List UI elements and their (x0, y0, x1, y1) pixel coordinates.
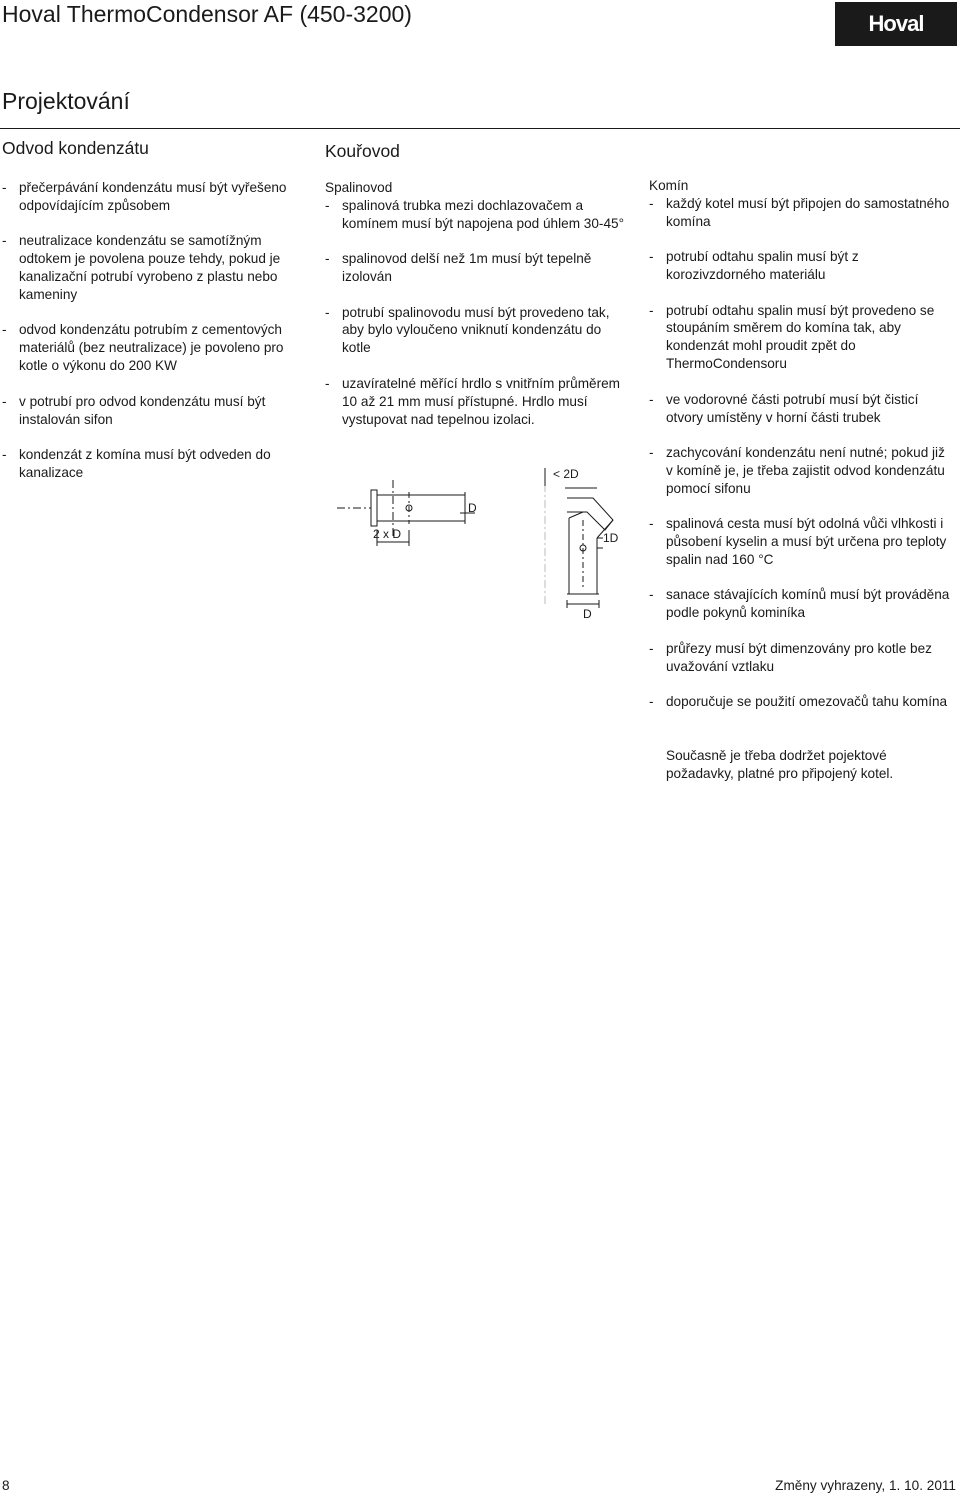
list-item-text: potrubí odtahu spalin musí být provedeno se stoupáním směrem do komína tak, aby kondenzát mohl proudit zpět do ThermoCondensoru (666, 302, 935, 372)
list-item: - neutralizace kondenzátu se samotížným odtokem je povolena pouze tehdy, pokud je kanalizační potrubí vyrobeno z plastu nebo kameniny (2, 233, 281, 303)
document-title: Hoval ThermoCondensor AF (450-3200) (2, 1, 412, 27)
list-item: - potrubí odtahu spalin musí být provedeno se stoupáním směrem do komína tak, aby kondenzát mohl proudit zpět do ThermoCondensoru (649, 302, 935, 372)
list-item: - spalinová trubka mezi dochlazovačem a komínem musí být napojena pod úhlem 30-45° (325, 197, 625, 231)
list-item-text: spalinová trubka mezi dochlazovačem a komínem musí být napojena pod úhlem 30-45° (342, 197, 625, 231)
list-item-text: v potrubí pro odvod kondenzátu musí být instalován sifon (19, 393, 266, 427)
page-number: 8 (2, 1478, 10, 1493)
label-lt-2d: < 2D (553, 467, 579, 481)
section-divider (0, 128, 960, 129)
label-d: D (468, 501, 477, 515)
list-item-text: odvod kondenzátu potrubím z cementových materiálů (bez neutralizace) je povoleno pro kotle o výkonu do 200 KW (19, 322, 284, 374)
list-item: - ve vodorovné části potrubí musí být čisticí otvory umístěny v horní části trubek (649, 391, 919, 425)
label-1d: 1D (603, 531, 619, 545)
list-item-text: spalinová cesta musí být odolná vůči vlhkosti i působení kyselin a musí být určena pro teploty spalin nad 160 °C (666, 516, 947, 567)
col3-heading: Komín (649, 178, 689, 193)
list-item-text: zachycování kondenzátu není nutné; pokud již v komíně je, je třeba zajistit odvod kondenzátu pomocí sifonu (666, 444, 945, 496)
column-condensate (2, 137, 308, 482)
hoval-logo: Hoval (835, 2, 957, 46)
list-item: - každý kotel musí být připojen do samostatného komína (649, 195, 950, 229)
list-item: - potrubí spalinovodu musí být provedeno tak, aby bylo vyloučeno vniknutí kondenzátu do kotle (325, 304, 610, 356)
list-item: - zachycování kondenzátu není nutné; pokud již v komíně je, je třeba zajistit odvod kondenzátu pomocí sifonu (649, 444, 945, 496)
label-d-bottom: D (583, 607, 592, 621)
wall-flange (371, 490, 377, 526)
elbow-joint (569, 512, 583, 518)
list-item: - uzavíratelné měřící hrdlo s vnitřním průměrem 10 až 21 mm musí přístupné. Hrdlo musí vystupovat nad tepelnou izolaci. (325, 375, 621, 427)
elbow-upper (567, 498, 613, 530)
list-item-text: spalinovod delší než 1m musí být tepelně izolován (342, 251, 592, 285)
list-item-text: doporučuje se použití omezovačů tahu komína (666, 694, 948, 710)
col2-subheading: Spalinovod (325, 180, 393, 195)
label-2xd: 2 x D (373, 527, 402, 541)
list-item: - sanace stávajících komínů musí být prováděna podle pokynů kominíka (649, 587, 950, 621)
flue-pipe-diagram (335, 458, 635, 628)
list-item-text: potrubí odtahu spalin musí být z korozivzdorného materiálu (666, 249, 859, 283)
col3-note: Současně je třeba dodržet pojektové požadavky, platné pro připojený kotel. (666, 747, 894, 781)
list-item: - potrubí odtahu spalin musí být z korozivzdorného materiálu (649, 249, 859, 283)
list-item-text: neutralizace kondenzátu se samotížným odtokem je povolena pouze tehdy, pokud je kanalizační potrubí vyrobeno z plastu nebo kameniny (19, 233, 281, 303)
list-item-text: kondenzát z komína musí být odveden do kanalizace (19, 446, 271, 480)
list-item: - spalinovod delší než 1m musí být tepelně izolován (325, 251, 592, 285)
list-item: - spalinová cesta musí být odolná vůči vlhkosti i působení kyselin a musí být určena pro teploty spalin nad 160 °C (649, 516, 947, 567)
list-item-text: každý kotel musí být připojen do samostatného komína (666, 195, 950, 229)
list-item-text: potrubí spalinovodu musí být provedeno tak, aby bylo vyloučeno vniknutí kondenzátu do kotle (342, 304, 610, 356)
column-flue (325, 140, 633, 428)
list-item: - v potrubí pro odvod kondenzátu musí být instalován sifon (2, 393, 266, 427)
list-item: - přečerpávání kondenzátu musí být vyřešeno odpovídajícím způsobem (2, 180, 287, 213)
list-item: - odvod kondenzátu potrubím z cementových materiálů (bez neutralizace) je povoleno pro kotle o výkonu do 200 KW (2, 322, 284, 374)
column-chimney (649, 177, 955, 783)
list-item: - průřezy musí být dimenzovány pro kotle bez uvažování vztlaku (649, 640, 932, 674)
list-item-text: sanace stávajících komínů musí být prováděna podle pokynů kominíka (666, 587, 950, 621)
col2-heading: Kouřovod (325, 141, 400, 161)
list-item: - doporučuje se použití omezovačů tahu komína (649, 694, 948, 710)
list-item-text: ve vodorovné části potrubí musí být čisticí otvory umístěny v horní části trubek (666, 391, 919, 425)
section-title: Projektování (2, 88, 130, 114)
list-item-text: průřezy musí být dimenzovány pro kotle bez uvažování vztlaku (666, 640, 932, 674)
list-item-text: přečerpávání kondenzátu musí být vyřešeno odpovídajícím způsobem (19, 180, 287, 213)
list-item: - kondenzát z komína musí být odveden do kanalizace (2, 446, 271, 480)
footer-note: Změny vyhrazeny, 1. 10. 2011 (775, 1478, 956, 1493)
list-item-text: uzavíratelné měřící hrdlo s vnitřním průměrem 10 až 21 mm musí přístupné. Hrdlo musí vystupovat nad tepelnou izolaci. (342, 375, 621, 427)
col1-heading: Odvod kondenzátu (2, 138, 149, 158)
